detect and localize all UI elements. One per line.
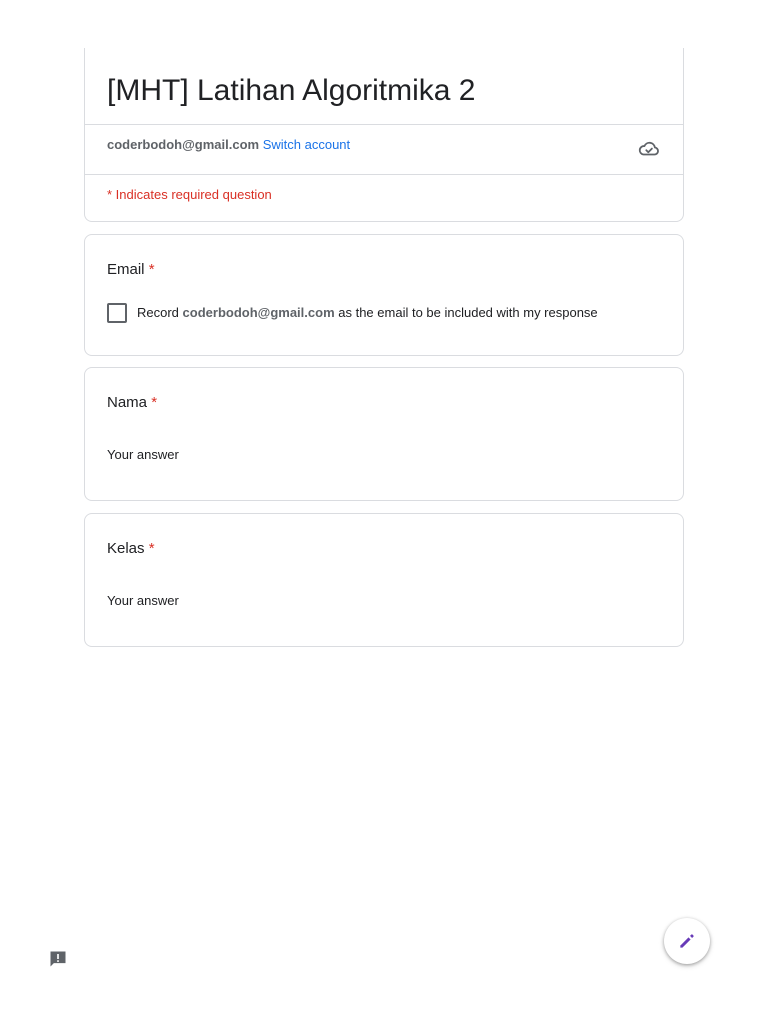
pencil-icon (677, 931, 697, 951)
account-email: coderbodoh@gmail.com (107, 137, 260, 152)
email-label: Email (107, 261, 145, 278)
required-asterisk: * (148, 540, 155, 557)
required-note: * Indicates required question (107, 187, 272, 202)
record-email-checkbox[interactable] (107, 303, 127, 323)
record-email-row[interactable] (107, 303, 598, 323)
form-header-card (84, 48, 684, 222)
required-asterisk: * (148, 261, 155, 278)
kelas-label: Kelas (107, 540, 145, 557)
form-title: [MHT] Latihan Algoritmika 2 (107, 74, 476, 107)
record-email-label (137, 304, 598, 322)
kelas-question-title (107, 539, 155, 559)
nama-answer-input[interactable]: Your answer (107, 447, 179, 462)
account-row (107, 136, 350, 154)
account-divider (85, 174, 683, 175)
required-asterisk: * (151, 394, 158, 411)
switch-account-link[interactable]: Switch account (262, 137, 351, 152)
nama-label: Nama (107, 394, 148, 411)
record-prefix: Record (137, 305, 179, 320)
nama-question-title (107, 393, 157, 413)
email-question-card (84, 234, 684, 356)
kelas-question-card (84, 513, 684, 647)
email-question-title (107, 260, 155, 280)
header-divider (85, 124, 683, 125)
edit-fab-button[interactable] (664, 918, 710, 964)
record-suffix: as the email to be included with my response (338, 305, 598, 320)
nama-question-card (84, 367, 684, 501)
report-icon[interactable] (48, 949, 68, 969)
cloud-done-icon (637, 136, 661, 160)
kelas-answer-input[interactable]: Your answer (107, 593, 179, 608)
record-email-address: coderbodoh@gmail.com (182, 305, 335, 320)
